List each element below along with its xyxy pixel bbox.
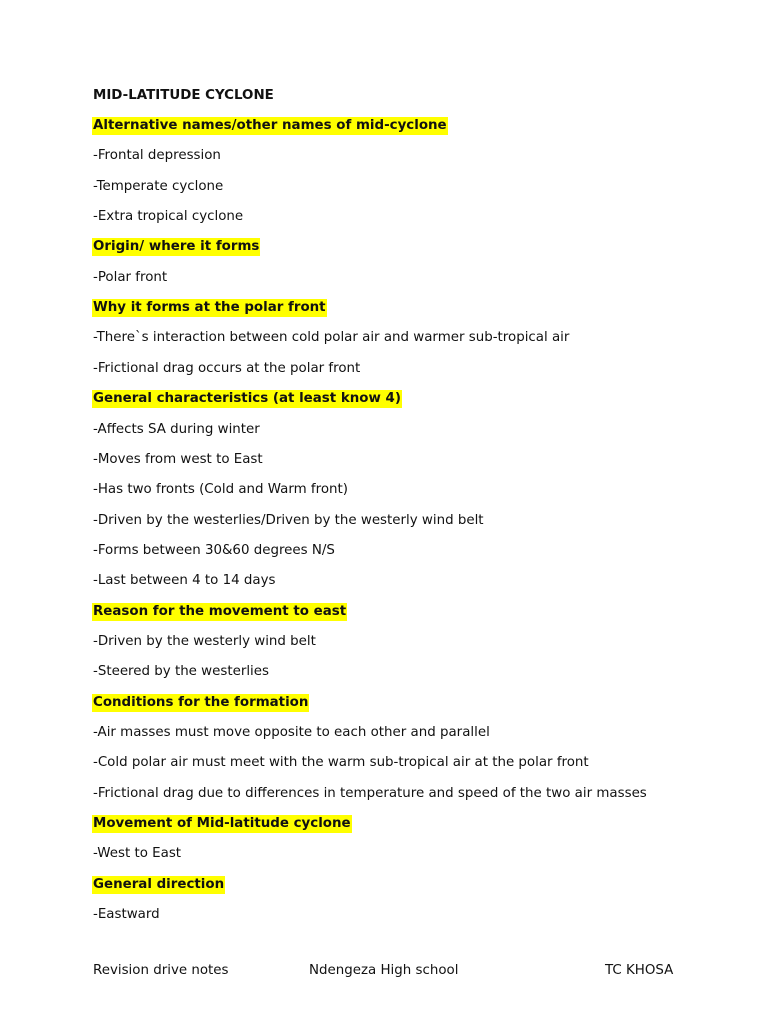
list-item: -Has two fronts (Cold and Warm front) [93, 482, 349, 497]
list-item: -Frictional drag occurs at the polar front [93, 361, 361, 376]
list-item: -Cold polar air must meet with the warm sub-tropical air at the polar front [93, 755, 589, 770]
list-item: -Temperate cyclone [93, 179, 224, 194]
list-item: -Moves from west to East [93, 452, 263, 467]
list-item: -West to East [93, 846, 182, 861]
document-title: MID-LATITUDE CYCLONE [93, 88, 274, 103]
list-item: -Air masses must move opposite to each other and parallel [93, 725, 490, 740]
section-heading: Why it forms at the polar front [93, 300, 326, 315]
footer-right: TC KHOSA [605, 963, 674, 978]
list-item: -Driven by the westerlies/Driven by the westerly wind belt [93, 513, 484, 528]
section-heading: Movement of Mid-latitude cyclone [93, 816, 351, 831]
list-item: -Affects SA during winter [93, 422, 260, 437]
section-heading: General characteristics (at least know 4) [93, 391, 401, 406]
footer-center: Ndengeza High school [309, 963, 459, 978]
footer-left: Revision drive notes [93, 963, 229, 978]
list-item: -Eastward [93, 907, 160, 922]
list-item: -Steered by the westerlies [93, 664, 269, 679]
list-item: -Polar front [93, 270, 168, 285]
list-item: -Extra tropical cyclone [93, 209, 244, 224]
section-heading: Reason for the movement to east [93, 604, 347, 619]
section-heading: Origin/ where it forms [93, 239, 260, 254]
list-item: -There`s interaction between cold polar air and warmer sub-tropical air [93, 330, 570, 345]
section-heading: Conditions for the formation [93, 695, 309, 710]
list-item: -Last between 4 to 14 days [93, 573, 276, 588]
section-heading: General direction [93, 877, 225, 892]
list-item: -Frictional drag due to differences in temperature and speed of the two air masses [93, 786, 647, 801]
section-heading: Alternative names/other names of mid-cyclone [93, 118, 447, 133]
list-item: -Forms between 30&60 degrees N/S [93, 543, 335, 558]
list-item: -Frontal depression [93, 148, 221, 163]
list-item: -Driven by the westerly wind belt [93, 634, 316, 649]
